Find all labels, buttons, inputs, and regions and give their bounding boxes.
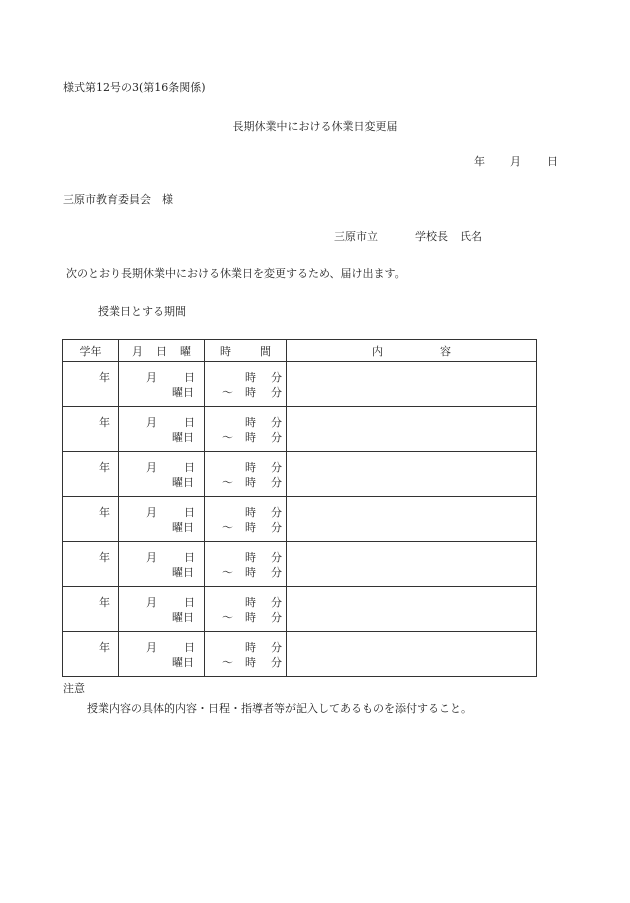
cell-content[interactable] <box>287 587 537 632</box>
minute-label: 分 <box>271 461 282 474</box>
year-label: 年 <box>99 416 110 429</box>
month-label: 月 <box>146 371 157 384</box>
minute-label: 分 <box>271 506 282 519</box>
day-label: 日 <box>184 416 195 429</box>
hour-label: 時 <box>245 551 256 564</box>
year-label: 年 <box>99 371 110 384</box>
hour-label-end: 時 <box>245 566 256 579</box>
minute-label-end: 分 <box>271 386 282 399</box>
tilde-label: ～ <box>222 431 233 444</box>
weekday-label: 曜日 <box>172 656 194 669</box>
month-label: 月 <box>146 596 157 609</box>
cell-time[interactable] <box>205 542 287 587</box>
table-row <box>63 497 537 542</box>
table-row <box>63 452 537 497</box>
table-row <box>63 407 537 452</box>
day-label: 日 <box>184 551 195 564</box>
hour-label-end: 時 <box>245 611 256 624</box>
cell-content[interactable] <box>287 632 537 677</box>
cell-time[interactable] <box>205 407 287 452</box>
weekday-label: 曜日 <box>172 386 194 399</box>
schedule-table <box>62 339 537 677</box>
header-content-b: 容 <box>440 344 451 358</box>
document-title: 長期休業中における休業日変更届 <box>232 120 398 133</box>
cell-year[interactable] <box>63 497 119 542</box>
minute-label: 分 <box>271 596 282 609</box>
month-label: 月 <box>146 551 157 564</box>
table-row <box>63 362 537 407</box>
minute-label-end: 分 <box>271 611 282 624</box>
weekday-label: 曜日 <box>172 431 194 444</box>
tilde-label: ～ <box>222 386 233 399</box>
cell-content[interactable] <box>287 497 537 542</box>
hour-label: 時 <box>245 461 256 474</box>
minute-label-end: 分 <box>271 521 282 534</box>
month-label: 月 <box>146 416 157 429</box>
date-month-label: 月 <box>510 155 521 168</box>
header-time-minute: 間 <box>260 344 271 358</box>
body-text: 次のとおり長期休業中における休業日を変更するため、届け出ます。 <box>66 267 406 280</box>
header-date-day: 日 <box>156 344 167 358</box>
year-label: 年 <box>99 551 110 564</box>
header-time <box>205 340 287 362</box>
year-label: 年 <box>99 641 110 654</box>
cell-date[interactable] <box>119 632 205 677</box>
minute-label: 分 <box>271 416 282 429</box>
day-label: 日 <box>184 461 195 474</box>
minute-label: 分 <box>271 641 282 654</box>
hour-label-end: 時 <box>245 476 256 489</box>
tilde-label: ～ <box>222 611 233 624</box>
cell-year[interactable] <box>63 542 119 587</box>
table-row <box>63 632 537 677</box>
header-grade: 学年 <box>63 340 119 362</box>
day-label: 日 <box>184 596 195 609</box>
signer-school: 三原市立 <box>334 230 378 243</box>
weekday-label: 曜日 <box>172 566 194 579</box>
cell-content[interactable] <box>287 542 537 587</box>
table-header-row <box>63 340 537 362</box>
hour-label-end: 時 <box>245 431 256 444</box>
tilde-label: ～ <box>222 521 233 534</box>
hour-label: 時 <box>245 416 256 429</box>
cell-date[interactable] <box>119 542 205 587</box>
minute-label: 分 <box>271 371 282 384</box>
cell-content[interactable] <box>287 362 537 407</box>
cell-date[interactable] <box>119 452 205 497</box>
cell-content[interactable] <box>287 407 537 452</box>
hour-label: 時 <box>245 641 256 654</box>
minute-label-end: 分 <box>271 431 282 444</box>
cell-date[interactable] <box>119 362 205 407</box>
weekday-label: 曜日 <box>172 521 194 534</box>
year-label: 年 <box>99 596 110 609</box>
month-label: 月 <box>146 641 157 654</box>
note-text: 授業内容の具体的内容・日程・指導者等が記入してあるものを添付すること。 <box>87 702 472 715</box>
day-label: 日 <box>184 506 195 519</box>
cell-date[interactable] <box>119 587 205 632</box>
minute-label-end: 分 <box>271 566 282 579</box>
tilde-label: ～ <box>222 656 233 669</box>
cell-time[interactable] <box>205 587 287 632</box>
tilde-label: ～ <box>222 566 233 579</box>
cell-year[interactable] <box>63 362 119 407</box>
header-date-month: 月 <box>132 344 143 358</box>
cell-time[interactable] <box>205 632 287 677</box>
header-date <box>119 340 205 362</box>
minute-label-end: 分 <box>271 476 282 489</box>
header-date-weekday: 曜 <box>180 344 191 358</box>
day-label: 日 <box>184 641 195 654</box>
header-content <box>287 340 537 362</box>
cell-year[interactable] <box>63 407 119 452</box>
cell-date[interactable] <box>119 497 205 542</box>
header-content-a: 内 <box>372 344 383 358</box>
cell-time[interactable] <box>205 362 287 407</box>
cell-time[interactable] <box>205 452 287 497</box>
form-number: 様式第12号の3(第16条関係) <box>63 81 206 94</box>
day-label: 日 <box>184 371 195 384</box>
cell-content[interactable] <box>287 452 537 497</box>
month-label: 月 <box>146 506 157 519</box>
cell-year[interactable] <box>63 452 119 497</box>
hour-label-end: 時 <box>245 656 256 669</box>
cell-time[interactable] <box>205 497 287 542</box>
cell-year[interactable] <box>63 587 119 632</box>
hour-label-end: 時 <box>245 386 256 399</box>
hour-label: 時 <box>245 371 256 384</box>
date-year-label: 年 <box>474 155 485 168</box>
date-line <box>474 155 558 169</box>
year-label: 年 <box>99 506 110 519</box>
period-label: 授業日とする期間 <box>98 305 186 318</box>
weekday-label: 曜日 <box>172 611 194 624</box>
signer-name: 氏名 <box>460 230 482 243</box>
signer-line <box>334 230 482 244</box>
table-row <box>63 587 537 632</box>
minute-label: 分 <box>271 551 282 564</box>
year-label: 年 <box>99 461 110 474</box>
minute-label-end: 分 <box>271 656 282 669</box>
note-heading: 注意 <box>63 682 85 695</box>
hour-label: 時 <box>245 506 256 519</box>
header-time-hour: 時 <box>220 344 231 358</box>
addressee: 三原市教育委員会 様 <box>63 193 173 206</box>
hour-label-end: 時 <box>245 521 256 534</box>
hour-label: 時 <box>245 596 256 609</box>
cell-date[interactable] <box>119 407 205 452</box>
cell-year[interactable] <box>63 632 119 677</box>
tilde-label: ～ <box>222 476 233 489</box>
month-label: 月 <box>146 461 157 474</box>
date-day-label: 日 <box>547 155 558 168</box>
weekday-label: 曜日 <box>172 476 194 489</box>
table-row <box>63 542 537 587</box>
signer-principal: 学校長 <box>415 230 448 243</box>
